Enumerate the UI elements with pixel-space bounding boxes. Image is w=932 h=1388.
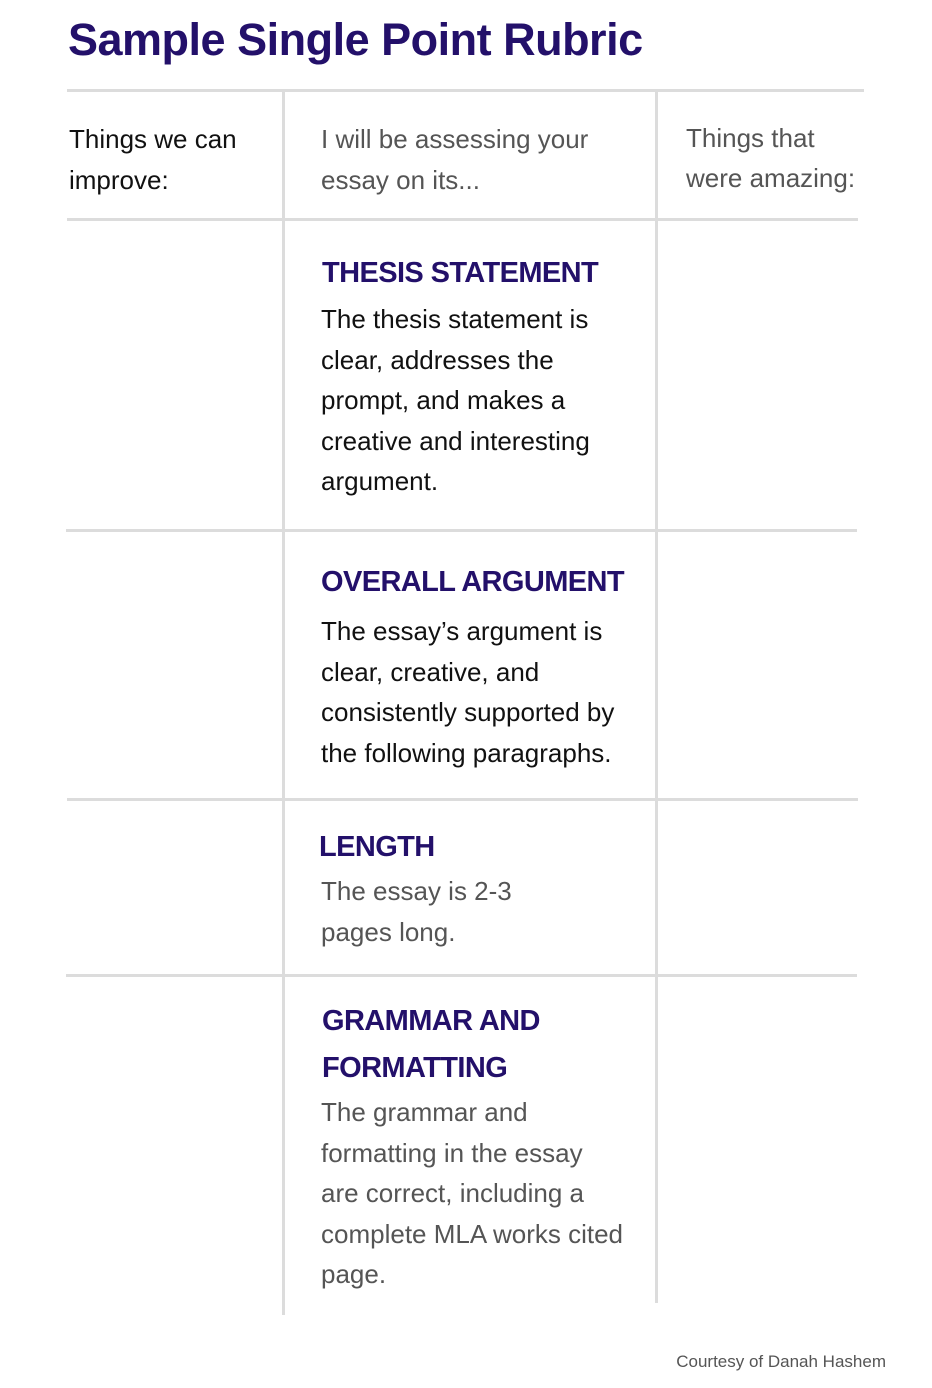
header-things-we-can-improve xyxy=(69,119,237,201)
description-line: The thesis statement is xyxy=(321,304,589,334)
header-line: I will be assessing your xyxy=(321,124,589,154)
description-line: argument. xyxy=(321,466,439,496)
image-credit: Courtesy of Danah Hashem xyxy=(676,1352,886,1371)
description-line: creative and interesting xyxy=(321,425,590,456)
description-line: the following paragraphs. xyxy=(321,737,612,768)
header-line: Things we can xyxy=(69,124,237,154)
criterion-title-line: OVERALL ARGUMENT xyxy=(321,566,624,598)
description-line: pages long. xyxy=(321,916,456,947)
description-line: formatting in the essay xyxy=(321,1137,583,1168)
criterion-title-line: THESIS STATEMENT xyxy=(322,257,599,289)
table-top-border xyxy=(67,89,864,92)
description-line: complete MLA works cited xyxy=(321,1218,624,1249)
row-divider-2 xyxy=(67,798,858,801)
header-line: essay on its... xyxy=(321,165,480,195)
criterion-title-line: FORMATTING xyxy=(322,1052,508,1084)
row-divider-1 xyxy=(66,529,857,532)
page-title: Sample Single Point Rubric xyxy=(68,14,643,65)
header-divider xyxy=(67,218,858,221)
column-divider-right xyxy=(655,92,658,1303)
description-line: page. xyxy=(321,1259,387,1289)
criterion-title-grammar-and-formatting xyxy=(322,998,540,1092)
description-line: prompt, and makes a xyxy=(321,385,566,415)
description-line: are correct, including a xyxy=(321,1178,585,1208)
criterion-title-overall-argument xyxy=(321,559,624,606)
description-line: consistently supported by xyxy=(321,697,615,727)
header-line: improve: xyxy=(69,165,169,195)
criterion-description-grammar-and-formatting xyxy=(321,1092,623,1295)
criterion-description-thesis-statement xyxy=(321,299,590,502)
criterion-description-length xyxy=(321,871,512,952)
description-line: The essay’s argument is xyxy=(321,616,603,646)
description-line: The grammar and xyxy=(321,1097,528,1127)
header-things-that-were-amazing xyxy=(686,118,855,198)
row-divider-3 xyxy=(66,974,857,977)
criterion-title-length xyxy=(319,824,435,871)
criterion-title-line: GRAMMAR AND xyxy=(322,1005,540,1037)
header-line: Things that xyxy=(686,123,815,153)
description-line: The essay is 2-3 xyxy=(321,876,512,906)
description-line: clear, addresses the xyxy=(321,344,554,375)
criterion-title-line: LENGTH xyxy=(319,831,435,863)
description-line: clear, creative, and xyxy=(321,656,540,687)
criterion-title-thesis-statement xyxy=(322,250,598,297)
criterion-description-overall-argument xyxy=(321,611,614,773)
column-divider-left xyxy=(282,92,285,1315)
header-line: were amazing: xyxy=(686,163,856,193)
header-assessing-criteria xyxy=(321,119,588,201)
